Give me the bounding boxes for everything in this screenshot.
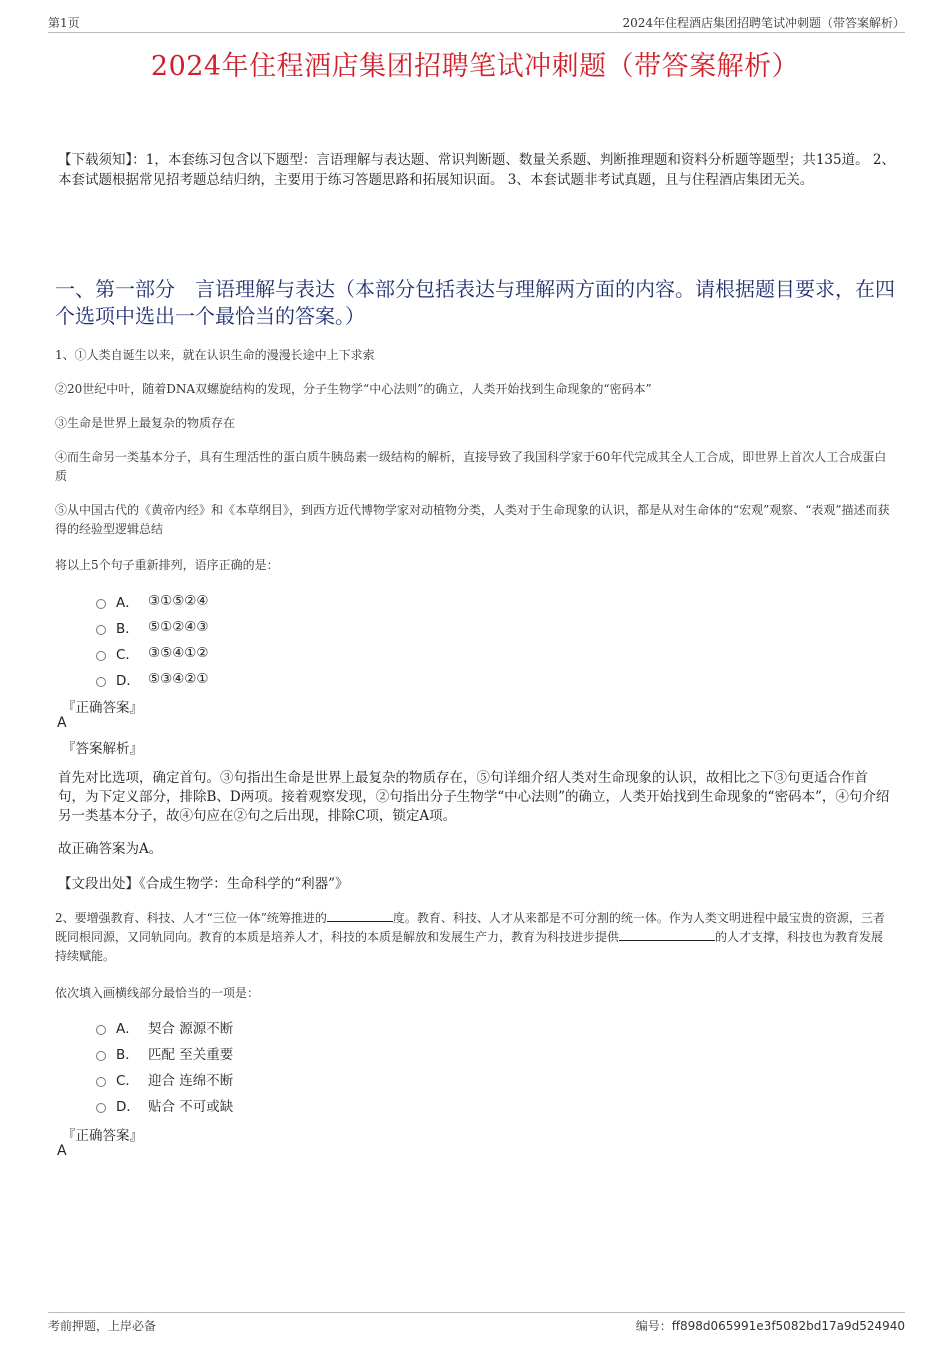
q2-option-a[interactable]: A． 契合 源源不断 [96,1014,233,1040]
radio-icon[interactable] [96,677,106,687]
q1-option-a[interactable]: A． ③①⑤②④ [96,588,209,614]
radio-icon[interactable] [96,1025,106,1035]
q1-sentence-5: ⑤从中国古代的《黄帝内经》和《本草纲目》，到西方近代博物学家对动植物分类，人类对于生命现象的认识，都是从对生命体的“宏观”观察、“表观”描述而获得的经验型逻辑总结 [55,503,890,536]
blank-2 [619,928,715,941]
q2-answer: A [57,1143,67,1159]
q1-conclusion: 故正确答案为A。 [58,841,163,857]
q1-sentence-4: ④而生命另一类基本分子，具有生理活性的蛋白质牛胰岛素一级结构的解析，直接导致了我国科学家于60年代完成其全人工合成，即世界上首次人工合成蛋白质 [55,450,887,483]
q1-option-d[interactable]: D． ⑤③④②① [96,666,209,692]
blank-1 [327,909,393,922]
q2-option-b[interactable]: B． 匹配 至关重要 [96,1040,233,1066]
radio-icon[interactable] [96,599,106,609]
q1-sentence-2: ②20世纪中叶，随着DNA双螺旋结构的发现，分子生物学“中心法则”的确立，人类开始找到生命现象的“密码本” [55,382,652,396]
page-number: 第1页 [48,16,80,30]
q1-options [96,588,209,692]
q2-prompt: 依次填入画横线部分最恰当的一项是： [55,986,260,1000]
radio-icon[interactable] [96,1077,106,1087]
q1-answer-label: 『正确答案』 [62,700,143,716]
download-notice: 【下载须知】：1，本套练习包含以下题型：言语理解与表达题、常识判断题、数量关系题、判断推理题和资料分析题等题型；共135道。 2、本套试题根据常见招考题总结归纳，主要用于练习答题思路和拓展知识面。 3、本套试题非考试真题，且与住程酒店集团无关。 [58,152,895,188]
q2-options [96,1014,233,1118]
q2-option-d[interactable]: D． 贴合 不可或缺 [96,1092,233,1118]
section-heading: 一、第一部分 言语理解与表达（本部分包括表达与理解两方面的内容。请根据题目要求，在四个选项中选出一个最恰当的答案。） [55,277,895,328]
q2-stem: 2、要增强教育、科技、人才“三位一体”统筹推进的 度。教育、科技、人才从来都是不可分割的统一体。作为人类文明进程中最宝贵的资源，三者既同根同源，又同轨同向。教育的本质是培养人才，科技的本质是解放和发展生产力，教育为科技进步提供 的人才支撑，科技也为教育发展持续赋能。 [55,911,885,963]
radio-icon[interactable] [96,1051,106,1061]
q1-prompt: 将以上5个句子重新排列，语序正确的是： [55,558,279,572]
q1-sentence-3: ③生命是世界上最复杂的物质存在 [55,416,236,430]
q1-analysis: 首先对比选项，确定首句。③句指出生命是世界上最复杂的物质存在，⑤句详细介绍人类对生命现象的认识，故相比之下③句更适合作首句，为下定义部分，排除B、D两项。接着观察发现，②句指出分子生物学“中心法则”的确立，人类开始找到生命现象的“密码本”，④句介绍另一类基本分子，故④句应在②句之后出现，排除C项，锁定A项。 [58,770,890,824]
q1-answer: A [57,715,67,731]
q1-source: 【文段出处】《合成生物学：生命科学的“利器”》 [58,876,349,892]
radio-icon[interactable] [96,1103,106,1113]
q2-option-c[interactable]: C． 迎合 连绵不断 [96,1066,233,1092]
page-footer [48,1312,905,1333]
q1-analysis-label: 『答案解析』 [62,741,143,757]
q1-option-c[interactable]: C． ③⑤④①② [96,640,209,666]
document-title: 2024年住程酒店集团招聘笔试冲刺题（带答案解析） [150,51,800,82]
radio-icon[interactable] [96,651,106,661]
radio-icon[interactable] [96,625,106,635]
q2-answer-label: 『正确答案』 [62,1128,143,1144]
q1-sentence-1: 1、①人类自诞生以来，就在认识生命的漫漫长途中上下求索 [55,348,375,362]
footer-slogan: 考前押题，上岸必备 [48,1319,157,1333]
page-header [48,14,905,33]
q1-option-b[interactable]: B． ⑤①②④③ [96,614,209,640]
header-doc-title: 2024年住程酒店集团招聘笔试冲刺题（带答案解析） [622,16,905,30]
footer-serial: 编号：ff898d065991e3f5082bd17a9d524940 [635,1319,905,1333]
